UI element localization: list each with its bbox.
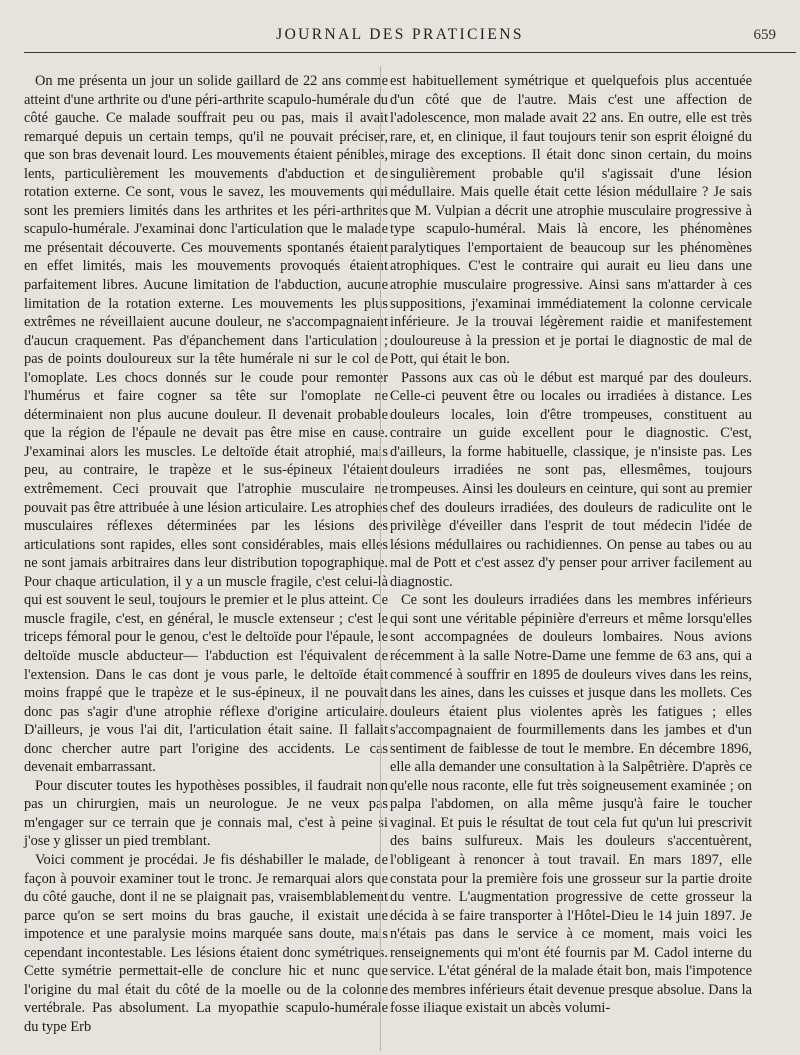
page-number: 659 bbox=[753, 27, 776, 43]
page-header bbox=[0, 24, 800, 50]
paragraph: est habituellement symétrique et quelquefois plus accentuée d'un côté que de l'autre. Mais c'est une affection de l'adolescence, mon malade avait 22 ans. En outre, elle est très rare, et, en clinique, il faut toujours tenir son esprit éloigné du mirage des exceptions. Il était donc sinon certain, du moins singulièrement probable qu'il s'agissait d'une lésion médullaire. Mais quelle était cette lésion médullaire ? Je sais que M. Vulpian a décrit une atrophie musculaire progressive à type scapulo-huméral. Mais là encore, les phénomènes paralytiques l'emportaient de beaucoup sur les phénomènes atrophiques. C'est le contraire qui aurait eu lieu dans une atrophie musculaire progressive. Ainsi sans m'attarder à ces suppositions, j'examinai immédiatement la colonne cervicale inférieure. Je la trouvai légèrement raidie et manifestement douloureuse à la pression et je portai le diagnostic de mal de Pott, qui était le bon. bbox=[390, 73, 752, 368]
header-rule bbox=[24, 52, 796, 53]
left-column bbox=[24, 72, 388, 1036]
paragraph: Voici comment je procédai. Je fis déshabiller le malade, de façon à pouvoir examiner tout le tronc. Je remarquai alors que du côté gauche, dont il ne se plaignait pas, vraisemblablement parce qu'on se sert moins du bras gauche, il existait une impotence et une paralysie moins marquée sans doute, mais cependant incontestable. Les lésions étaient donc symétriques. Cette symétrie permettait-elle de conclure hic et nunc que l'origine du mal était du côté de la moelle ou de la colonne vertébrale. Pas absolument. La myopathie scapulo-humérale du type Erb bbox=[24, 851, 388, 1035]
paragraph: Pour discuter toutes les hypothèses possibles, il faudrait non pas un chirurgien, mais un neurologue. Je ne veux pas m'engager sur ce terrain que je connais mal, c'est à peine si j'ose y glisser un pied tremblant. bbox=[24, 777, 388, 850]
paragraph: Ce sont les douleurs irradiées dans les membres inférieurs qui sont une véritable pépinière d'erreurs et même lorsqu'elles sont accompagnées de douleurs lombaires. Nous avions récemment à la salle Notre-Dame une femme de 63 ans, qui a commencé à souffrir en 1895 de douleurs vives dans les reins, dans les aines, dans les cuisses et jusque dans les mollets. Ces douleurs étaient plus violentes après les fatigues ; elles s'accompagnaient de fourmillements dans les jambes et d'un sentiment de faiblesse de tout le membre. En décembre 1896, elle alla demander une consultation à la Salpêtrière. D'après ce qu'elle nous raconte, elle fut très soigneusement examinée ; on palpa l'abdomen, on alla même jusqu'à faire le toucher vaginal. Et puis le résultat de tout cela fut qu'un lui prescrivit des bains sulfureux. Mais les douleurs s'accentuèrent, l'obligeant à renoncer à tout travail. En mars 1897, elle constata pour la première fois une grosseur sur la partie droite du ventre. L'augmentation progressive de cette grosseur la décida à se faire transporter à l'Hôtel-Dieu le 14 juin 1897. Je n'étais pas dans le service à ce moment, mais voici les renseignements qui m'ont été fournis par M. Cadol interne du service. L'état général de la malade était bon, mais l'impotence des membres inférieurs était devenue presque absolue. Dans la fosse iliaque existait un abcès volumi- bbox=[390, 592, 752, 1017]
right-column bbox=[390, 72, 752, 1018]
paragraph: On me présenta un jour un solide gaillard de 22 ans comme atteint d'une arthrite ou d'une péri-arthrite scapulo-humérale du côté gauche. Ce malade souffrait peu ou pas, mais il avait remarqué depuis un certain temps, qu'il ne pouvait préciser, que son bras devenait lourd. Les mouvements étaient pénibles, lents, particulièrement les mouvements d'abduction et de rotation externe. Ce sont, vous le savez, les mouvements qui sont les premiers limités dans les arthrites et les péri-arthrites scapulo-humérale. J'examinai donc l'articulation que le malade me présentait découverte. Ces mouvements spontanés étaient en effet limités, mais les mouvements provoqués étaient parfaitement libres. Aucune limitation de l'abduction, aucune limitation de la rotation externe. Les mouvements les plus extrêmes ne réveillaient aucune douleur, ne s'accompagnaient d'aucun craquement. Pas d'épanchement dans l'articulation ; pas de points douloureux sur la tête humérale ni sur le col de l'omoplate. Les chocs donnés sur le coude pour remonter l'humérus et faire cogner sa tête sur l'omoplate ne déterminaient non plus aucune douleur. Il devenait probable que la région de l'épaule ne devait pas être mise en cause. J'examinai alors les muscles. Le deltoïde était atrophié, mais peu, au contraire, le trapèze et le sus-épineux l'étaient extrêmement. Ceci prouvait que l'atrophie musculaire ne pouvait pas être attribuée à une lésion articulaire. Les atrophies musculaires réflexes déterminées par les lésions des articulations sont rapides, elles sont considérables, mais elles ne sont jamais arbitraires dans leur distribution topographique. Pour chaque articulation, il y a un muscle fragile, c'est celui-là qui est souvent le seul, toujours le premier et le plus atteint. Ce muscle fragile, c'est, en général, le muscle extenseur ; c'est le triceps fémoral pour le genou, c'est le deltoïde pour l'épaule, le deltoïde muscle abducteur— l'abduction est l'équivalent de l'extension. Dans le cas dont je vous parle, le deltoïde était moins frappé que le trapèze et le sus-épineux, il ne pouvait donc pas s'agir d'une atrophie réflexe d'origine articulaire. D'ailleurs, je vous l'ai dit, l'articulation était saine. Il fallait donc chercher autre part l'origine des accidents. Le cas devenait embarrassant. bbox=[24, 73, 388, 776]
column-divider bbox=[380, 66, 381, 1051]
paragraph: Passons aux cas où le début est marqué par des douleurs. Celle-ci peuvent être ou locales ou irradiées à distance. Les douleurs locales, loin d'être trompeuses, constituent au contraire un guide excellent pour le diagnostic. C'est, d'ailleurs, la forme habituelle, classique, je n'insiste pas. Les douleurs irradiées ne sont pas, ellesmêmes, toujours trompeuses. Ainsi les douleurs en ceinture, qui sont au premier chef des douleurs irradiées, des douleurs de radiculite ont le privilège d'éveiller dans l'esprit de tout médecin l'idée de lésions médullaires ou rachidiennes. On pense au tabes ou au mal de Pott et c'est assez d'y penser pour arriver facilement au diagnostic. bbox=[390, 369, 752, 590]
running-title: JOURNAL DES PRATICIENS bbox=[276, 26, 524, 43]
